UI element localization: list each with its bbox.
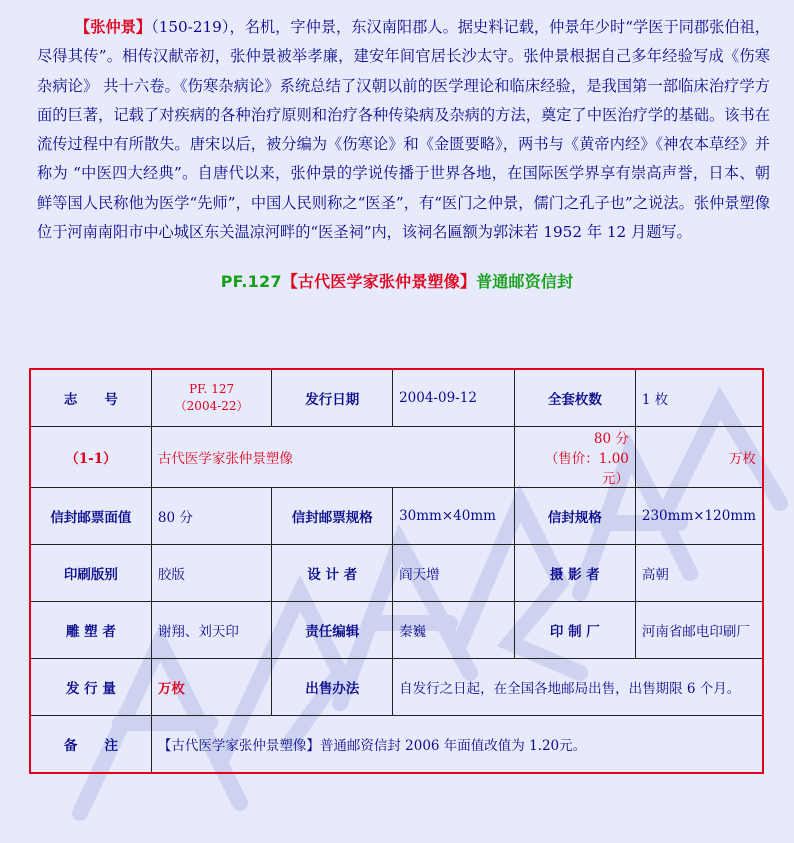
printer: 河南省邮电印刷厂 [635, 602, 763, 659]
item-sale-price: （售价：1.00 元） [544, 451, 629, 487]
envelope-size: 230mm×120mm [635, 488, 763, 545]
label-remarks: 备 注 [30, 716, 151, 774]
issue-spec-table [29, 368, 764, 774]
designer: 阎天增 [393, 545, 515, 602]
table-row [30, 369, 763, 427]
issue-quantity: 万枚 [151, 659, 272, 716]
person-name: 【张仲景】 [75, 18, 152, 36]
issue-date: 2004-09-12 [393, 369, 515, 427]
intro-text: （150-219），名机，字仲景，东汉南阳郡人。据史料记载，仲景年少时“学医于同郡张伯祖，尽得其传”。相传汉献帝初，张仲景被举孝廉，建安年间官居长沙太守。张仲景根据自己多年经验写成《伤寒杂病论》 共十六卷。《伤寒杂病论》系统总结了汉朝以前的医学理论和临床经验，是我国第一部临床治疗学方面的巨著，记载了对疾病的各种治疗原则和治疗各种传染病及杂病的方法，奠定了中医治疗学的基础。该书在流传过程中有所散失。唐宋以后，被分编为《伤寒论》和《金匮要略》，两书与《黄帝内经》《神农本草经》并称为 “中医四大经典”。自唐代以来，张仲景的学说传播于世界各地，在国际医学界享有崇高声誉，日本、朝鲜等国人民称他为医学“先师”，中国人民则称之“医圣”，有“医门之仲景，儒门之孔子也”之说法。张仲景塑像位于河南南阳市中心城区东关温凉河畔的“医圣祠”内，该祠名匾额为郭沫若 1952 年 12 月题写。 [37, 18, 770, 242]
intro-paragraph [37, 13, 770, 247]
issue-id [151, 369, 272, 427]
item-name: 古代医学家张仲景塑像 [151, 427, 514, 488]
label-stamp-value: 信封邮票面值 [30, 488, 151, 545]
table-row [30, 427, 763, 488]
print-method: 胶版 [151, 545, 272, 602]
item-seq: （1-1） [30, 427, 151, 488]
label-sale-method: 出售办法 [272, 659, 393, 716]
title-name: 【古代医学家张仲景塑像】 [281, 272, 477, 292]
table-row [30, 716, 763, 774]
table-row [30, 488, 763, 545]
label-envelope-size: 信封规格 [514, 488, 635, 545]
label-photographer: 摄 影 者 [514, 545, 635, 602]
label-sculptor: 雕 塑 者 [30, 602, 151, 659]
remarks: 【古代医学家张仲景塑像】普通邮资信封 2006 年面值改值为 1.20元。 [151, 716, 763, 774]
title-code: PF.127 [220, 272, 282, 292]
title-tail: 普通邮资信封 [476, 272, 574, 292]
editor: 秦巍 [393, 602, 515, 659]
label-stamp-size: 信封邮票规格 [272, 488, 393, 545]
sale-method: 自发行之日起，在全国各地邮局出售，出售期限 6 个月。 [393, 659, 763, 716]
label-set-count: 全套枚数 [514, 369, 635, 427]
photographer: 高朝 [635, 545, 763, 602]
item-face-value: 80 分 [593, 431, 629, 447]
issue-id-code: PF. 127 [189, 382, 235, 396]
table-row [30, 659, 763, 716]
table-row [30, 545, 763, 602]
sculptor: 谢翔、刘天印 [151, 602, 272, 659]
set-count: 1 枚 [635, 369, 763, 427]
label-print-method: 印刷版别 [30, 545, 151, 602]
stamp-value: 80 分 [151, 488, 272, 545]
envelope-title [0, 269, 794, 292]
label-editor: 责任编辑 [272, 602, 393, 659]
label-issue-quantity: 发 行 量 [30, 659, 151, 716]
label-issue-id: 志 号 [30, 369, 151, 427]
issue-id-year: （2004-22） [174, 399, 249, 413]
item-quantity: 万枚 [635, 427, 763, 488]
table-row [30, 602, 763, 659]
item-value [514, 427, 635, 488]
label-designer: 设 计 者 [272, 545, 393, 602]
label-printer: 印 制 厂 [514, 602, 635, 659]
stamp-size: 30mm×40mm [393, 488, 515, 545]
label-issue-date: 发行日期 [272, 369, 393, 427]
